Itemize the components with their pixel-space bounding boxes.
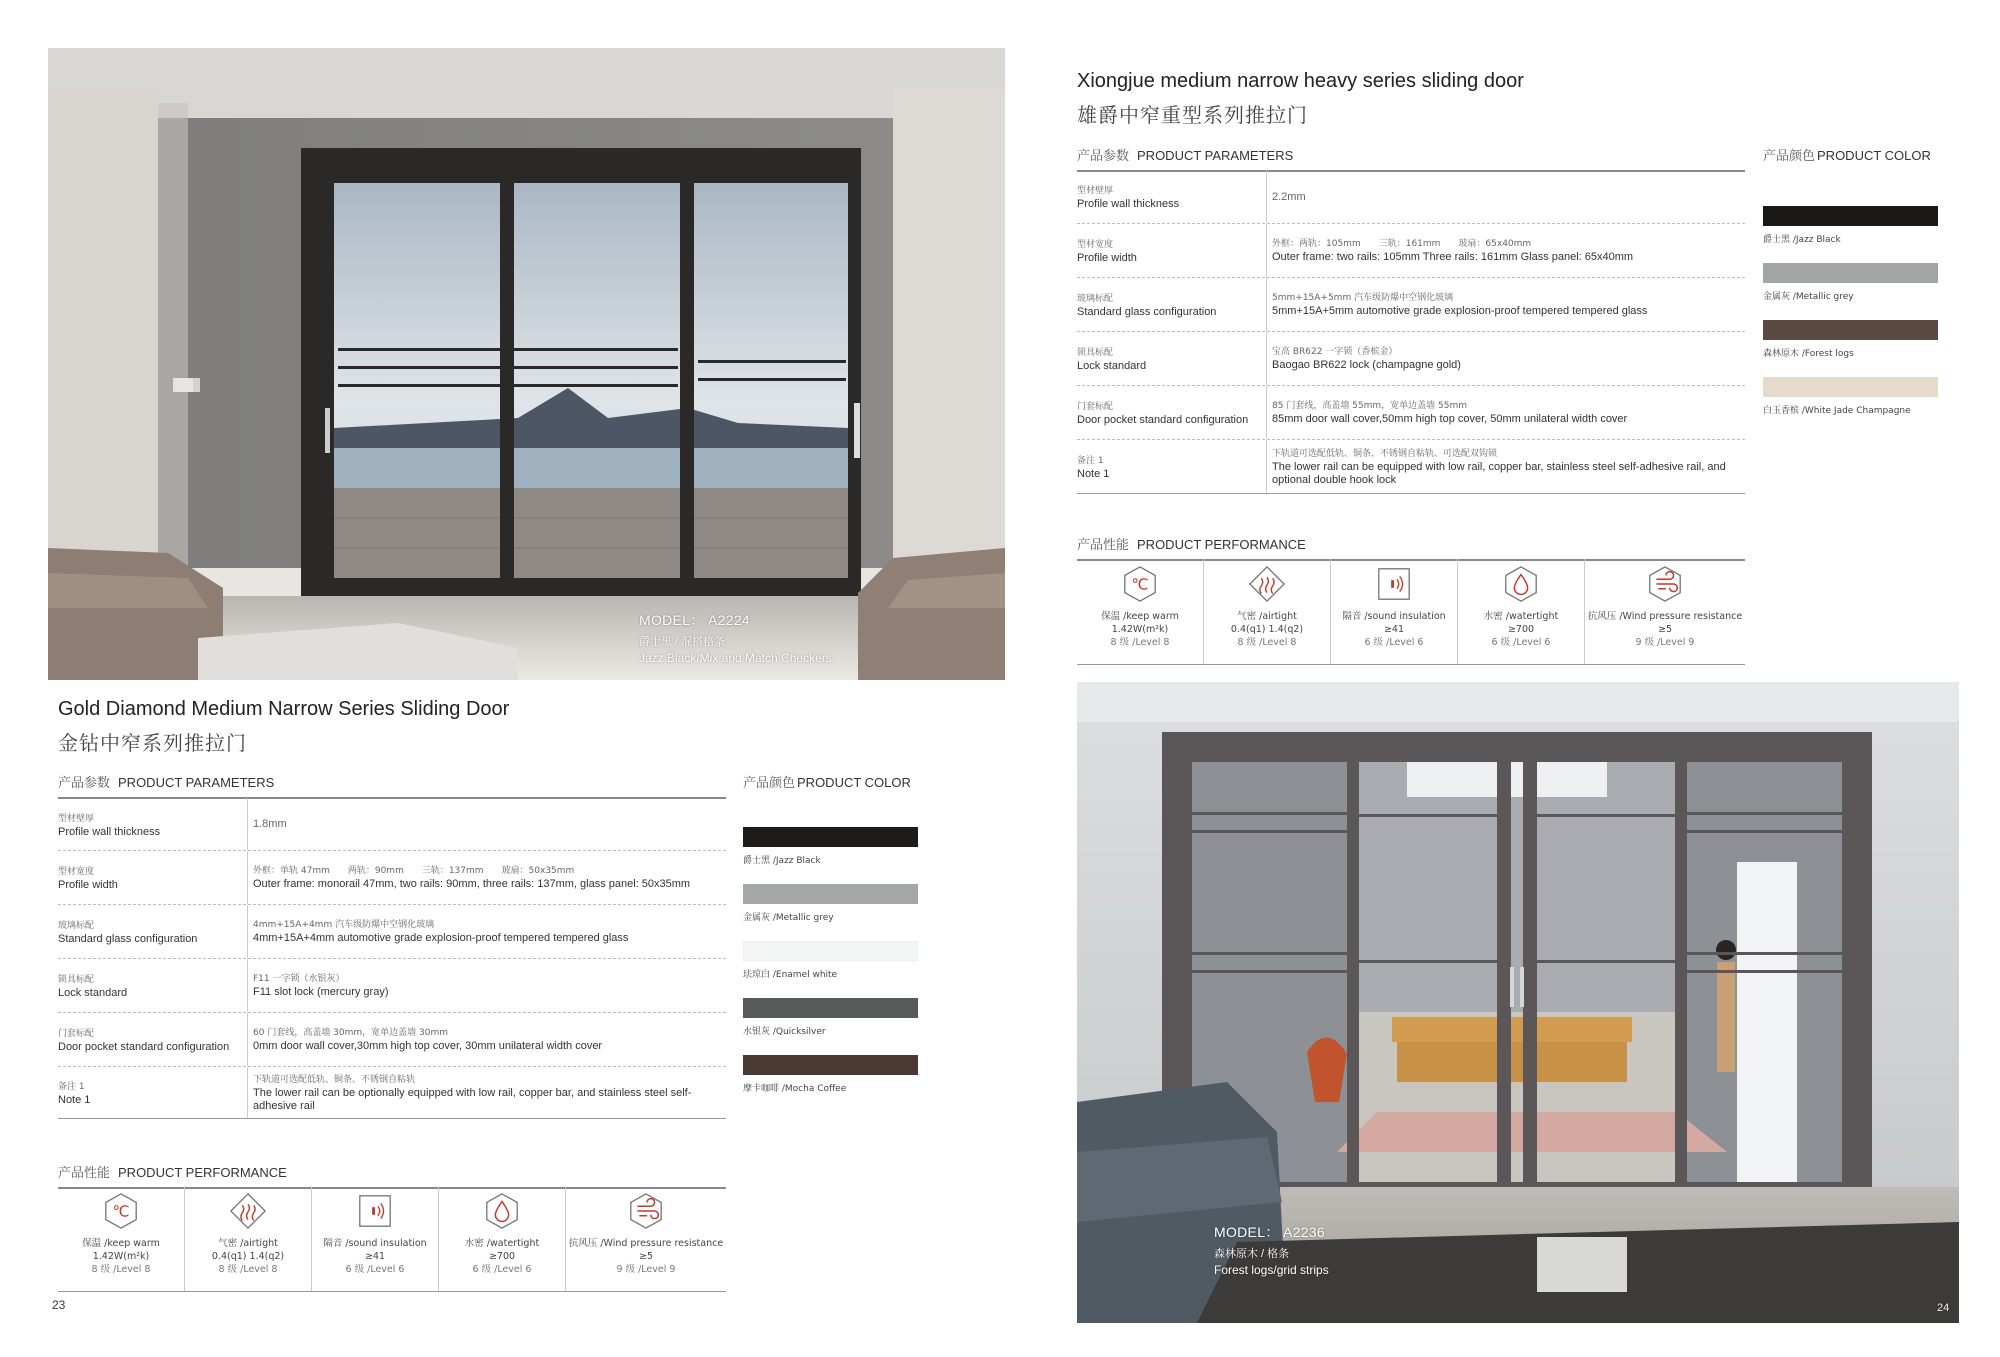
color-swatch-label: 爵士黑 /Jazz Black [743,856,821,866]
left-model-color-cn: 爵士黑 / 混搭格条 [639,636,726,648]
performance-line1: 隔音 /sound insulation [323,1238,427,1249]
performance-line1: 保温 /keep warm [1101,611,1179,622]
performance-text [323,1238,426,1276]
right-perf-table [1077,559,1745,665]
performance-line2: ≥41 [364,1250,386,1262]
color-swatch [743,941,918,961]
color-swatch [743,998,918,1018]
table-row: 型材宽度 Profile width 外框：两轨：105mm 三轨：161mm 玻扇：65x40mm Outer frame: two rails: 105mm Three rails: 161mm Glass panel: 65x40mm [1077,224,1745,278]
wind-pressure-icon [627,1192,665,1230]
left-model-label: MODEL： A2224 [639,612,750,628]
performance-line2: 0.4(q1) 1.4(q2) [1230,623,1304,635]
left-model-color-en: Jazz Black/Mix and Match Checkers [639,651,832,665]
table-row: 备注 1 Note 1 下轨道可选配低轨、铜条、不锈钢自粘轨 The lower rail can be optionally equipped with low rail, copper bar, and stainless steel self-adhesive rail [58,1067,726,1119]
performance-line2: ≥700 [1507,623,1535,635]
right-photo-caption [1214,1222,1329,1277]
color-swatch [1763,320,1938,340]
right-params-heading: 产品参数 PRODUCT PARAMETERS [1077,145,1745,172]
right-perf-heading: 产品性能 PRODUCT PERFORMANCE [1077,534,1745,561]
performance-line1: 水密 /watertight [464,1238,540,1249]
performance-line1: 抗风压 /Wind pressure resistance [568,1238,724,1249]
color-swatch-label: 珐琼白 /Enamel white [743,970,838,980]
airtight-icon [1248,565,1286,603]
performance-line2: 0.4(q1) 1.4(q2) [211,1250,285,1262]
performance-cell [58,1186,185,1291]
performance-text [1101,611,1179,649]
thermal-insulation-icon [102,1192,140,1230]
performance-line3: 8 级 /Level 8 [218,1263,278,1275]
table-row: 门套标配 Door pocket standard configuration 60 门套线，高盖墙 30mm，宽单边盖墙 30mm 0mm door wall cover,30mm high top cover, 30mm unilateral width cover [58,1013,726,1067]
table-row: 门套标配 Door pocket standard configuration 85 门套线，高盖墙 55mm，宽单边盖墙 55mm 85mm door wall cover,50mm high top cover, 50mm unilateral width cover [1077,386,1745,440]
performance-line1: 保温 /keep warm [82,1238,160,1249]
color-swatch-label: 白玉香槟 /White Jade Champagne [1763,406,1911,416]
left-page-title-cn: 金钻中窄系列推拉门 [58,731,247,755]
performance-line3: 6 级 /Level 6 [472,1263,532,1275]
sound-insulation-icon [356,1192,394,1230]
right-color-heading: 产品颜色 PRODUCT COLOR [1763,148,1931,164]
performance-line3: 6 级 /Level 6 [1364,636,1424,648]
performance-cell [185,1186,312,1291]
performance-text [1231,611,1303,649]
living-room-illustration [48,48,1005,680]
wind-pressure-icon [1646,565,1684,603]
color-swatch [1763,206,1938,226]
table-row: 玻璃标配 Standard glass configuration 5mm+15A+5mm 汽车级防爆中空钢化玻璃 5mm+15A+5mm automotive grade explosion-proof tempered tempered glass [1077,278,1745,332]
performance-text [82,1238,160,1276]
performance-cell [1204,559,1331,664]
left-params-heading-en: PRODUCT PARAMETERS [118,775,275,790]
left-color-swatch-list [743,827,918,1094]
left-color-heading: 产品颜色 PRODUCT COLOR [743,775,911,791]
right-params-table [1077,170,1745,494]
color-swatch-label: 森林原木 /Forest logs [1763,349,1854,359]
left-page-title-en: Gold Diamond Medium Narrow Series Sliding Door [58,698,510,720]
color-swatch-label: 摩卡咖啡 /Mocha Coffee [743,1084,847,1094]
performance-cell [566,1186,726,1291]
left-photo-caption [639,610,832,665]
performance-line3: 6 级 /Level 6 [1491,636,1551,648]
left-params-heading-cn: 产品参数 [58,776,111,791]
svg-text:℃: ℃ [1131,575,1149,594]
left-perf-heading: 产品性能 PRODUCT PERFORMANCE [58,1162,726,1189]
table-row: 锁具标配 Lock standard 宝高 BR622 一字锁（香槟金） Baogao BR622 lock (champagne gold) [1077,332,1745,386]
watertight-icon [483,1192,521,1230]
performance-line3: 8 级 /Level 8 [1237,636,1297,648]
thermal-insulation-icon [1121,565,1159,603]
performance-cell [1585,559,1745,664]
left-color-panel [743,772,918,1112]
table-row: 锁具标配 Lock standard F11 一字锁（水银灰） F11 slot lock (mercury gray) [58,959,726,1013]
right-product-photo [1077,682,1959,1323]
color-swatch [743,884,918,904]
right-color-swatch-list [1763,206,1938,416]
left-page-number: 23 [52,1298,66,1312]
performance-line3: 8 级 /Level 8 [1110,636,1170,648]
right-color-panel [1763,145,1938,434]
left-product-photo [48,48,1005,680]
performance-line1: 水密 /watertight [1483,611,1559,622]
performance-cell [1077,559,1204,664]
performance-line2: ≥41 [1383,623,1405,635]
left-params-table [58,798,726,1119]
color-swatch-label: 金属灰 /Metallic grey [743,913,834,923]
performance-line2: 1.42W(m²k) [92,1250,150,1262]
performance-line1: 气密 /airtight [1237,611,1297,622]
airtight-icon [229,1192,267,1230]
interior-room-illustration [1077,682,1959,1323]
color-swatch [743,1055,918,1075]
performance-line1: 隔音 /sound insulation [1342,611,1446,622]
svg-text:℃: ℃ [112,1202,130,1221]
color-swatch-label: 金属灰 /Metallic grey [1763,292,1854,302]
table-row: 备注 1 Note 1 下轨道可选配低轨、铜条、不锈钢自粘轨、可选配双钩锁 The lower rail can be equipped with low rail, copper bar, stainless steel self-adhesive rail, and optional double hook lock [1077,440,1745,494]
color-swatch-label: 水银灰 /Quicksilver [743,1027,826,1037]
color-swatch [1763,263,1938,283]
performance-line2: 1.42W(m²k) [1111,623,1169,635]
color-swatch-label: 爵士黑 /Jazz Black [1763,235,1841,245]
table-row: 型材壁厚 Profile wall thickness 1.8mm [58,798,726,851]
table-row: 型材宽度 Profile width 外框：单轨 47mm 两轨：90mm 三轨：137mm 玻扇：50x35mm Outer frame: monorail 47mm, two rails: 90mm, three rails: 137mm, glass panel: 50x35mm [58,851,726,905]
color-swatch [1763,377,1938,397]
right-page-number: 24 [1937,1302,1950,1314]
performance-text [1588,611,1742,649]
performance-cell [312,1186,439,1291]
performance-line1: 抗风压 /Wind pressure resistance [1587,611,1743,622]
performance-line2: ≥700 [488,1250,516,1262]
right-model-label: MODEL： A2236 [1214,1224,1325,1240]
performance-text [569,1238,723,1276]
performance-line3: 9 级 /Level 9 [616,1263,676,1275]
performance-line3: 9 级 /Level 9 [1635,636,1695,648]
right-model-color-en: Forest logs/grid strips [1214,1263,1329,1277]
performance-text [1342,611,1445,649]
performance-text [212,1238,284,1276]
right-model-color-cn: 森林原木 / 格条 [1214,1248,1290,1260]
performance-line3: 6 级 /Level 6 [345,1263,405,1275]
watertight-icon [1502,565,1540,603]
color-swatch [743,827,918,847]
sound-insulation-icon [1375,565,1413,603]
performance-line1: 气密 /airtight [218,1238,278,1249]
performance-cell [1458,559,1585,664]
performance-cell [1331,559,1458,664]
performance-text [1484,611,1558,649]
performance-line2: ≥5 [638,1250,653,1262]
table-row: 型材壁厚 Profile wall thickness 2.2mm [1077,170,1745,224]
performance-text [465,1238,539,1276]
performance-line2: ≥5 [1657,623,1672,635]
table-row: 玻璃标配 Standard glass configuration 4mm+15A+4mm 汽车级防爆中空钢化玻璃 4mm+15A+4mm automotive grade explosion-proof tempered tempered glass [58,905,726,959]
left-perf-table [58,1186,726,1292]
right-page-title-en: Xiongjue medium narrow heavy series sliding door [1077,70,1524,92]
performance-cell [439,1186,566,1291]
right-title-block [1077,70,1524,128]
right-page-title-cn: 雄爵中窄重型系列推拉门 [1077,103,1308,127]
left-title-block [58,698,509,756]
performance-line3: 8 级 /Level 8 [91,1263,151,1275]
left-params-heading [58,772,726,799]
